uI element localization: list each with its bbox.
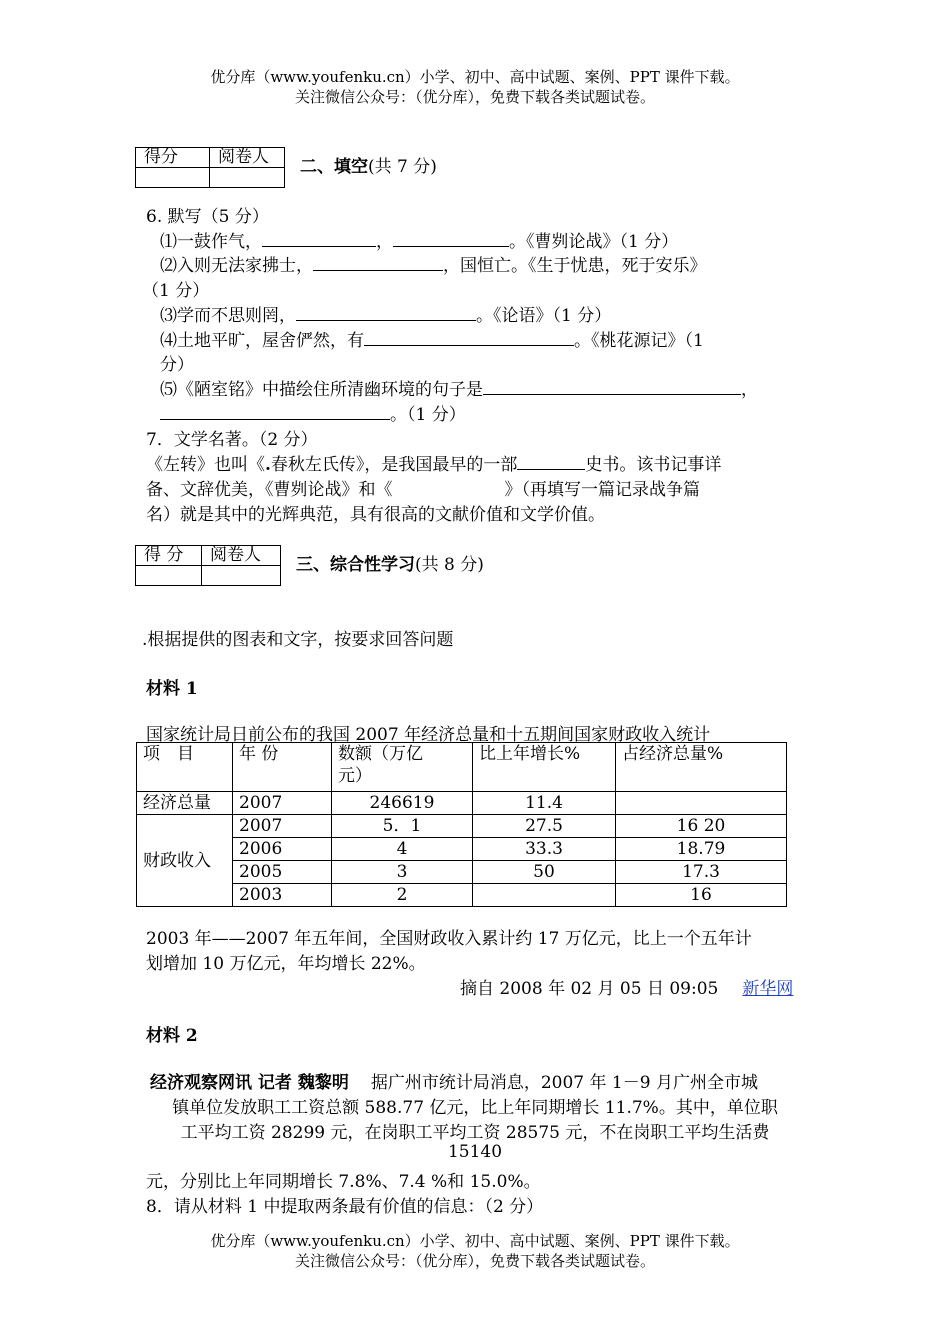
stats-table (136, 742, 787, 907)
table-header-row (137, 743, 787, 792)
cell-year: 2007 (233, 792, 332, 815)
q6-item5-sep: ， (741, 380, 758, 400)
q6-item3-text: ⑶学而不思则罔， (160, 306, 296, 326)
material2-line2: 镇单位发放职工工资总额 588.77 亿元，比上年同期增长 11.7%。其中，单位职 (172, 1098, 778, 1118)
q6-item1-sep: ， (376, 232, 393, 252)
q6-item1 (160, 227, 678, 252)
cell-growth: 11.4 (473, 792, 616, 815)
page-footer-line2: 关注微信公众号：（优分库），免费下载各类试题试卷。 (294, 1252, 655, 1270)
q6-item3-source: 。《论语》（1 分） (476, 306, 612, 326)
answer-blank[interactable] (517, 453, 585, 470)
grader-cell[interactable] (202, 566, 281, 586)
q7-line1-c: 史书。该书记事详 (585, 455, 722, 475)
q6-item4 (160, 326, 704, 351)
source-link[interactable]: 新华网 (742, 979, 794, 999)
q7-line2-b: 》（再填写一篇记录战争篇 (504, 480, 700, 500)
header-share: 占经济总量% (616, 743, 787, 792)
q7-title: 7．文学名著。（2 分） (146, 430, 318, 450)
cell-growth: 33.3 (473, 838, 616, 861)
q6-item4-points: 分） (160, 355, 194, 375)
material2-line1-text: 据广州市统计局消息，2007 年 1－9 月广州全市城 (370, 1073, 758, 1093)
table-row (137, 815, 787, 838)
cell-growth: 27.5 (473, 815, 616, 838)
cell-amount: 2 (332, 884, 473, 907)
score-label: 得分 (136, 148, 210, 168)
header-growth: 比上年增长% (473, 743, 616, 792)
material2-line3: 工平均工资 28299 元，在岗职工平均工资 28575 元，不在岗职工平均生活费 (180, 1123, 770, 1143)
score-label: 得 分 (136, 546, 202, 566)
grader-label: 阅卷人 (210, 148, 285, 168)
q6-item2 (160, 251, 707, 276)
cell-year: 2007 (233, 815, 332, 838)
cell-share (616, 792, 787, 815)
q7-line1-b: 春秋左氏传》，是我国最早的一部 (270, 455, 518, 475)
q6-item5-cont (160, 400, 466, 425)
material2-label: 材料 2 (146, 1026, 198, 1046)
table-row (137, 884, 787, 907)
cell-amount: 3 (332, 861, 473, 884)
material1-note2: 划增加 10 万亿元，年均增长 22%。 (146, 954, 426, 974)
material2-line4: 15140 (447, 1142, 503, 1162)
cell-year: 2005 (233, 861, 332, 884)
cell-fiscal-label: 财政收入 (137, 815, 233, 907)
section2-heading (300, 152, 437, 177)
cell-item: 经济总量 (137, 792, 233, 815)
section2-points: (共 7 分) (368, 157, 437, 177)
material1-label: 材料 1 (146, 679, 198, 699)
answer-blank[interactable] (393, 230, 509, 247)
q6-item4-text: ⑷土地平旷，屋舍俨然，有 (160, 331, 364, 351)
material2-line5: 元，分别比上年同期增长 7.8%、7.4 %和 15.0%。 (146, 1172, 541, 1192)
cell-growth: 50 (473, 861, 616, 884)
answer-blank[interactable] (160, 403, 390, 420)
section3-heading (296, 550, 484, 575)
section3-score-box (135, 545, 281, 586)
header-amount-line1: 数额（万亿 (338, 744, 423, 764)
score-cell[interactable] (136, 168, 210, 188)
q6-item2-points: （1 分） (142, 281, 210, 301)
q6-item1-source: 。《曹刿论战》（1 分） (509, 232, 679, 252)
table-row (137, 861, 787, 884)
cell-share: 16 (616, 884, 787, 907)
q6-item4-source: 。《桃花源记》（1 (574, 331, 704, 351)
page-header-line2: 关注微信公众号：（优分库），免费下载各类试题试卷。 (294, 88, 655, 106)
answer-blank[interactable] (364, 329, 574, 346)
q6-item3 (160, 301, 611, 326)
cell-year: 2006 (233, 838, 332, 861)
cell-year: 2003 (233, 884, 332, 907)
section2-score-box (135, 147, 285, 188)
header-year: 年 份 (233, 743, 332, 792)
answer-blank[interactable] (262, 230, 376, 247)
q6-item5 (160, 375, 758, 400)
grader-cell[interactable] (210, 168, 285, 188)
material1-caption: 国家统计局日前公布的我国 2007 年经济总量和十五期间国家财政收入统计 (146, 725, 711, 745)
material2-line1 (150, 1068, 758, 1093)
q6-item2-text: ⑵入则无法家拂士， (160, 256, 313, 276)
header-amount-line2: 元） (338, 766, 372, 786)
section3-points: (共 8 分) (415, 555, 484, 575)
cell-share: 18.79 (616, 838, 787, 861)
answer-blank[interactable] (483, 378, 741, 395)
q7-line1 (146, 450, 721, 475)
q7-line1-dot: . (265, 455, 271, 475)
q8-title: 8．请从材料 1 中提取两条最有价值的信息：（2 分） (146, 1197, 544, 1217)
q7-line2-a: 备、文辞优美，《曹刿论战》和《 (146, 480, 393, 500)
header-amount (332, 743, 473, 792)
q6-item2-source: ，国恒亡。《生于忧患，死于安乐》 (443, 256, 707, 276)
table-row (137, 838, 787, 861)
material2-lead: 经济观察网讯 记者 魏黎明 (150, 1073, 349, 1093)
cell-growth (473, 884, 616, 907)
q6-title: 6. 默写（5 分） (146, 207, 269, 227)
material1-source (460, 974, 793, 999)
grader-label: 阅卷人 (202, 546, 281, 566)
section2-title: 二、填空 (300, 157, 368, 177)
q7-line3: 名）就是其中的光辉典范，具有很高的文献价值和文学价值。 (146, 505, 605, 525)
section3-title: 三、综合性学习 (296, 555, 415, 575)
intro-text: .根据提供的图表和文字，按要求回答问题 (142, 630, 454, 650)
q7-line2 (146, 475, 700, 500)
answer-blank[interactable] (296, 304, 476, 321)
cell-amount: 246619 (332, 792, 473, 815)
source-text: 摘自 2008 年 02 月 05 日 09:05 (460, 979, 719, 999)
q6-item1-text: ⑴一鼓作气， (160, 232, 262, 252)
q6-item5-points: 。（1 分） (390, 405, 466, 425)
page-footer-line1: 优分库（www.youfenku.cn）小学、初中、高中试题、案例、PPT 课件下载。 (210, 1232, 740, 1250)
table-row (137, 792, 787, 815)
cell-share: 17.3 (616, 861, 787, 884)
cell-share: 16 20 (616, 815, 787, 838)
cell-amount: 4 (332, 838, 473, 861)
page-header-line1: 优分库（www.youfenku.cn）小学、初中、高中试题、案例、PPT 课件下载。 (210, 68, 740, 86)
cell-amount: 5．1 (332, 815, 473, 838)
q7-line1-a: 《左转》也叫《 (146, 455, 265, 475)
score-cell[interactable] (136, 566, 202, 586)
answer-blank[interactable] (313, 254, 443, 271)
header-item: 项 目 (137, 743, 233, 792)
material1-note1: 2003 年——2007 年五年间，全国财政收入累计约 17 万亿元，比上一个五年计 (146, 929, 752, 949)
q6-item5-text: ⑸《陋室铭》中描绘住所清幽环境的句子是 (160, 380, 483, 400)
